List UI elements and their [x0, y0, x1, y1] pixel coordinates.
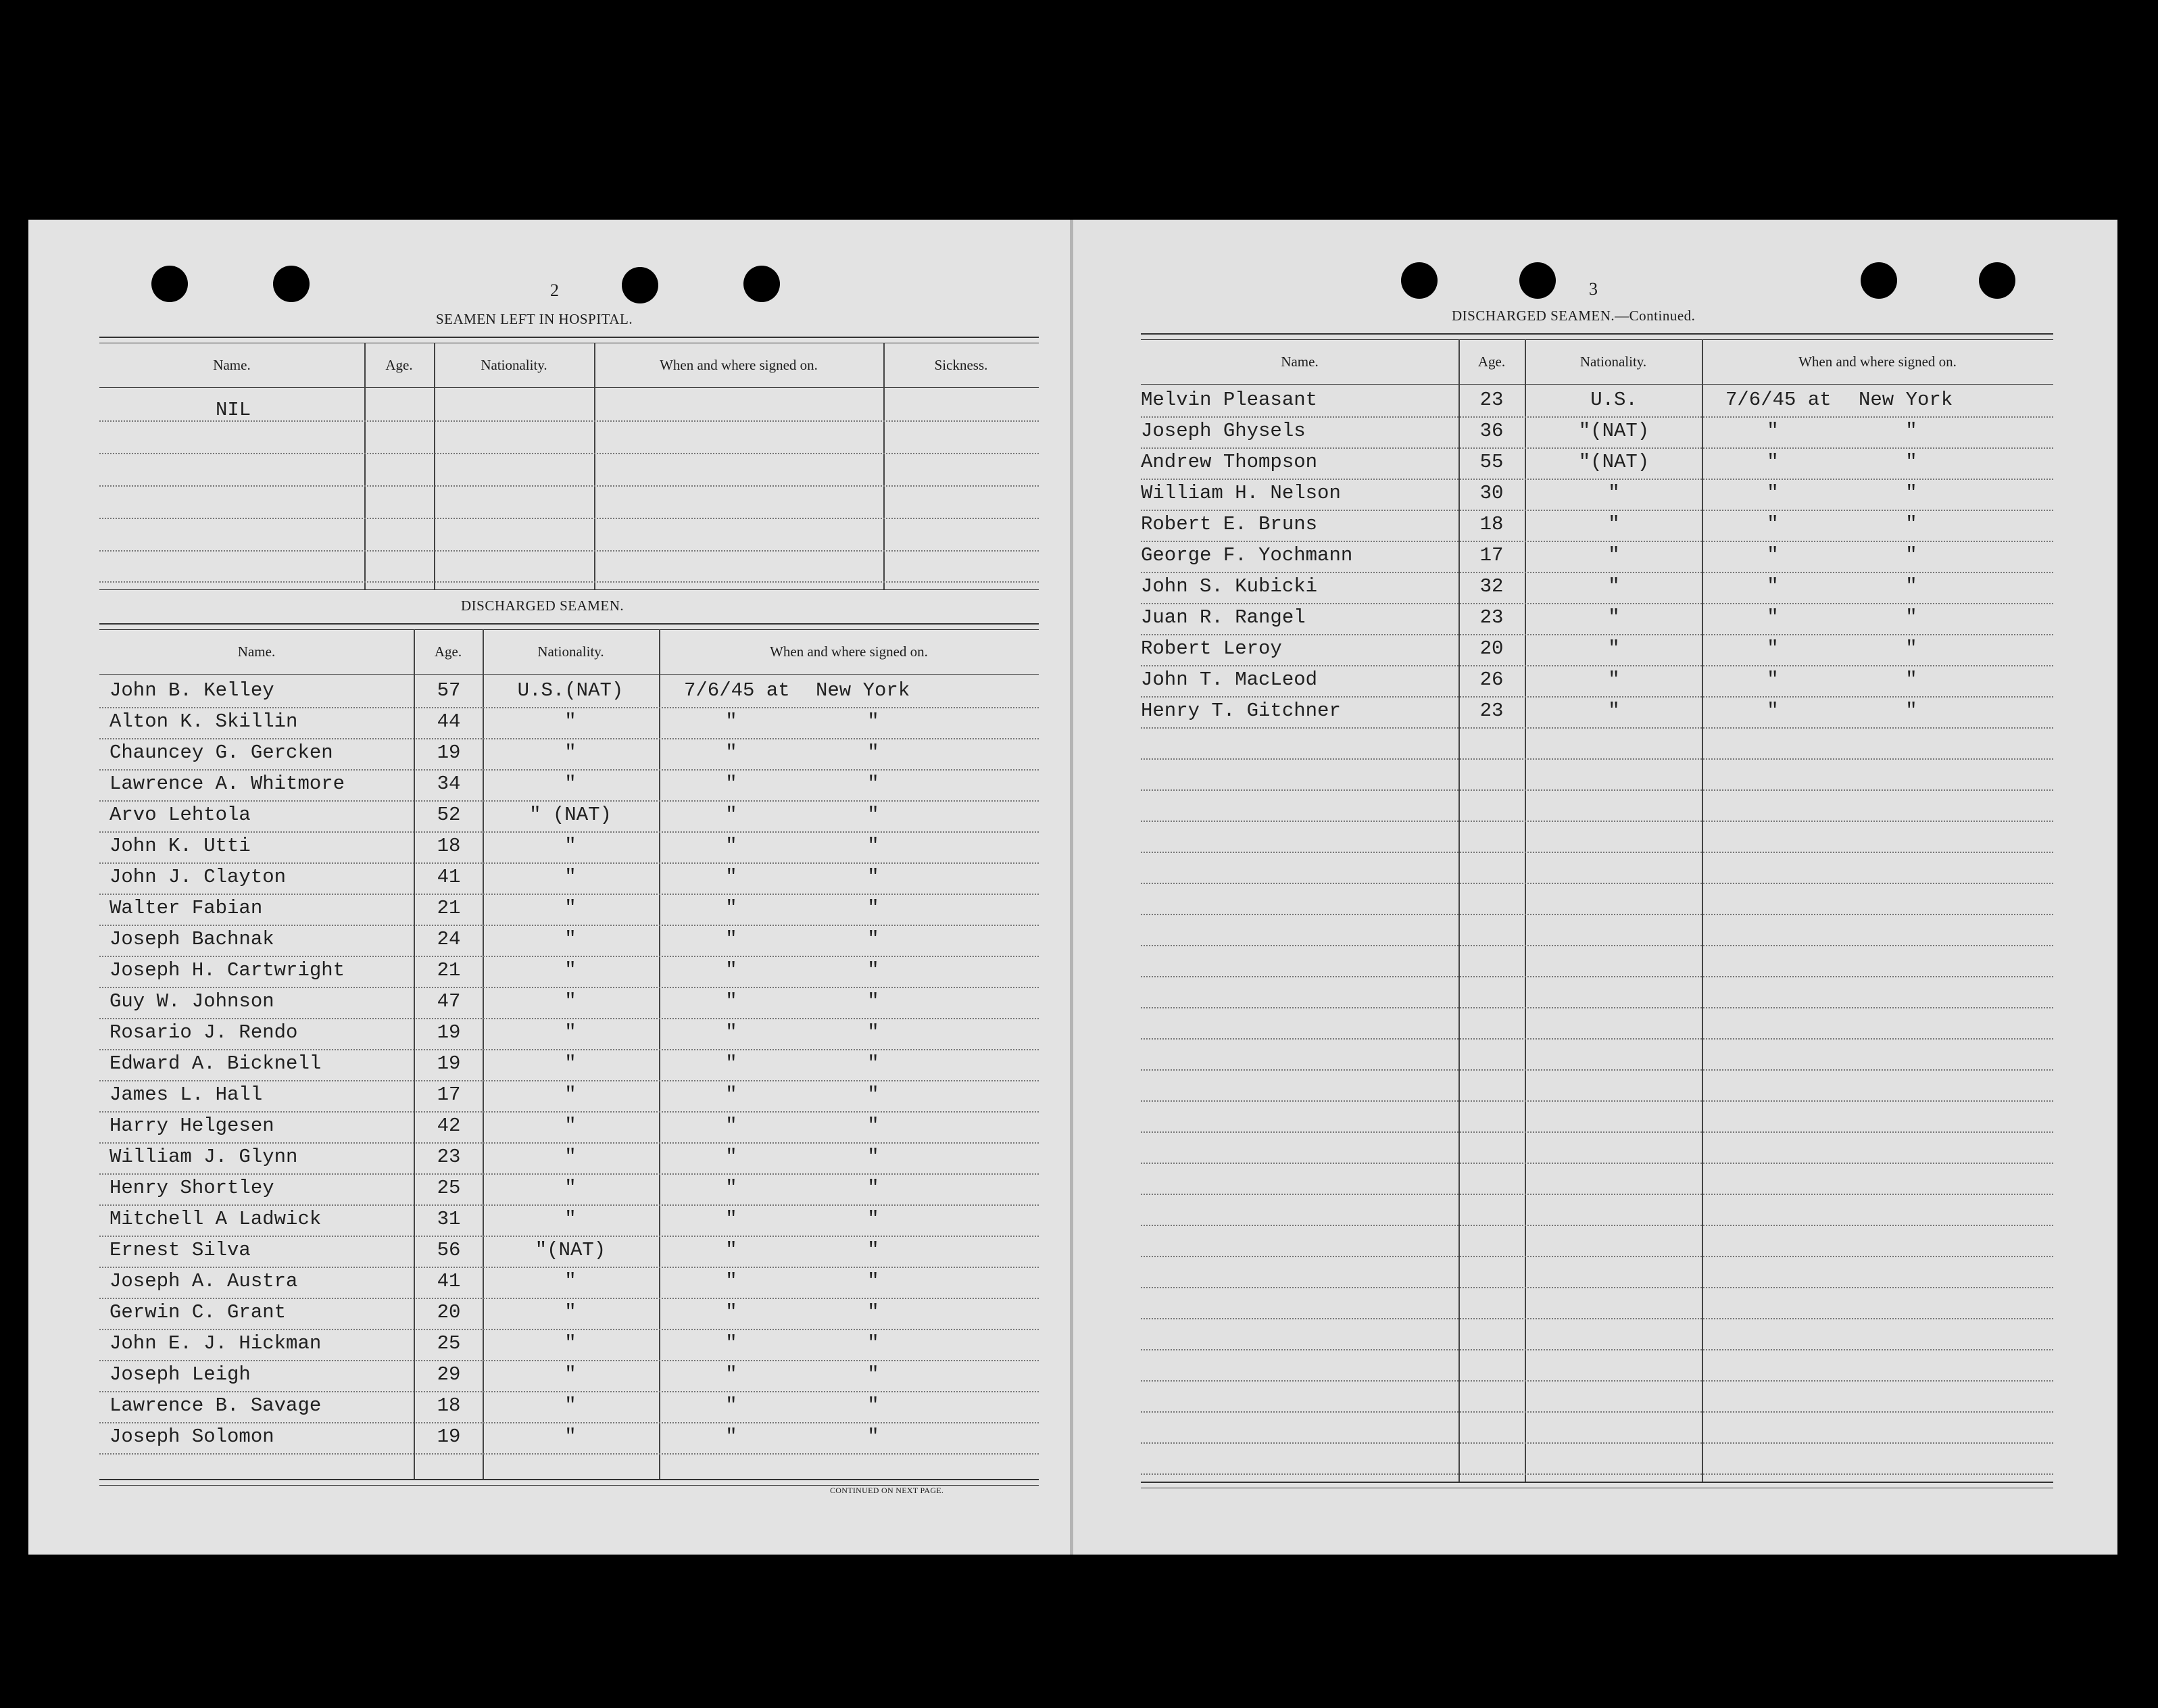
seaman-nationality: " — [564, 990, 577, 1012]
seaman-nationality: " — [1608, 700, 1620, 722]
seaman-name: Henry T. Gitchner — [1141, 700, 1341, 722]
signed-on-date: " — [725, 990, 737, 1012]
seaman-age: 18 — [437, 835, 461, 857]
entry-line — [99, 894, 1039, 895]
entry-line — [99, 453, 1039, 454]
entry-line — [99, 956, 1039, 957]
seaman-nationality: " — [1608, 544, 1620, 566]
entry-line — [1141, 1100, 2053, 1102]
entry-line — [99, 800, 1039, 802]
seaman-nationality: " — [564, 1177, 577, 1199]
column-header-sickness: Sickness. — [934, 357, 988, 373]
seaman-name: Joseph Solomon — [109, 1425, 274, 1448]
column-header-nationality: Nationality. — [481, 357, 547, 373]
signed-on-place: " — [867, 1239, 879, 1261]
signed-on-place: " — [1905, 544, 1917, 566]
signed-on-place: " — [1905, 451, 1917, 473]
entry-line — [1141, 1473, 2053, 1475]
entry-line — [1141, 603, 2053, 604]
signed-on-date: " — [725, 1363, 737, 1386]
entry-line — [99, 1049, 1039, 1050]
signed-on-date: " — [725, 773, 737, 795]
entry-line — [99, 707, 1039, 708]
entry-line — [99, 862, 1039, 864]
entry-line — [99, 1298, 1039, 1299]
entry-line — [1141, 1007, 2053, 1008]
seaman-name: Robert Leroy — [1141, 637, 1282, 660]
signed-on-date: " — [1767, 513, 1779, 535]
entry-line — [99, 738, 1039, 739]
entry-line — [99, 1204, 1039, 1206]
seaman-nationality: " — [564, 1208, 577, 1230]
signed-on-place: " — [867, 1146, 879, 1168]
signed-on-date: " — [725, 1239, 737, 1261]
seaman-age: 44 — [437, 710, 461, 733]
seaman-name: William H. Nelson — [1141, 482, 1341, 504]
seaman-age: 18 — [1479, 513, 1504, 535]
signed-on-place: " — [867, 1052, 879, 1075]
seaman-nationality: " — [564, 1021, 577, 1044]
signed-on-place: New York — [1859, 389, 1953, 411]
seaman-name: Alton K. Skillin — [109, 710, 298, 733]
seaman-nationality: " — [564, 835, 577, 857]
signed-on-place: " — [867, 959, 879, 981]
signed-on-place: " — [867, 928, 879, 950]
seaman-nationality: " — [564, 1146, 577, 1168]
column-header-name: Name. — [213, 357, 251, 373]
seaman-age: 23 — [1479, 700, 1504, 722]
entry-line — [1141, 1069, 2053, 1071]
seaman-name: Guy W. Johnson — [109, 990, 274, 1012]
entry-line — [1141, 541, 2053, 542]
seaman-age: 26 — [1479, 668, 1504, 691]
signed-on-date: " — [725, 1115, 737, 1137]
punch-hole — [273, 266, 310, 302]
seaman-nationality: "(NAT) — [1578, 451, 1650, 473]
seaman-name: John E. J. Hickman — [109, 1332, 322, 1355]
signed-on-date: " — [725, 928, 737, 950]
seaman-nationality: U.S.(NAT) — [517, 679, 624, 702]
seaman-age: 17 — [437, 1083, 461, 1106]
signed-on-place: " — [867, 1363, 879, 1386]
seaman-nationality: " — [564, 928, 577, 950]
entry-line — [99, 1111, 1039, 1113]
seaman-name: George F. Yochmann — [1141, 544, 1353, 566]
seaman-name: Joseph Bachnak — [109, 928, 274, 950]
signed-on-place: " — [1905, 575, 1917, 597]
seaman-nationality: " — [1608, 606, 1620, 629]
seaman-nationality: " — [564, 1394, 577, 1417]
seaman-name: John J. Clayton — [109, 866, 287, 888]
entry-line — [99, 518, 1039, 519]
seaman-name: Ernest Silva — [109, 1239, 251, 1261]
entry-line — [1141, 510, 2053, 511]
column-header-signed-on: When and where signed on. — [660, 357, 818, 373]
seaman-age: 23 — [1479, 389, 1504, 411]
seaman-age: 20 — [1479, 637, 1504, 660]
entry-line — [99, 987, 1039, 988]
seaman-age: 23 — [1479, 606, 1504, 629]
seaman-nationality: " — [1608, 513, 1620, 535]
table-rule — [99, 337, 1039, 338]
signed-on-place: " — [1905, 606, 1917, 629]
entry-line — [1141, 696, 2053, 698]
seaman-age: 25 — [437, 1177, 461, 1199]
entry-line — [1141, 1225, 2053, 1226]
seaman-name: Rosario J. Rendo — [109, 1021, 298, 1044]
seaman-age: 17 — [1479, 544, 1504, 566]
entry-line — [1141, 1318, 2053, 1319]
seaman-nationality: " — [564, 1363, 577, 1386]
punch-hole — [1979, 262, 2015, 299]
seaman-nationality: " — [564, 773, 577, 795]
signed-on-date: " — [1767, 606, 1779, 629]
signed-on-place: " — [867, 804, 879, 826]
seaman-age: 30 — [1479, 482, 1504, 504]
entry-line — [1141, 1442, 2053, 1444]
entry-line — [99, 581, 1039, 583]
seaman-age: 41 — [437, 1270, 461, 1292]
seaman-nationality: "(NAT) — [1578, 420, 1650, 442]
signed-on-place: " — [867, 1394, 879, 1417]
entry-line — [1141, 1349, 2053, 1350]
entry-line — [1141, 883, 2053, 884]
signed-on-place: " — [867, 1270, 879, 1292]
signed-on-place: " — [867, 1208, 879, 1230]
column-header-age: Age. — [434, 643, 462, 660]
signed-on-place: " — [867, 1115, 879, 1137]
column-divider — [594, 343, 595, 589]
seaman-nationality: " — [564, 1083, 577, 1106]
entry-line — [1141, 789, 2053, 791]
signed-on-date: " — [725, 804, 737, 826]
signed-on-place: " — [1905, 513, 1917, 535]
entry-line — [99, 485, 1039, 487]
entry-line — [1141, 572, 2053, 573]
column-divider — [434, 343, 435, 589]
entry-line — [99, 831, 1039, 833]
table-rule — [99, 387, 1039, 388]
column-header-nationality: Nationality. — [537, 643, 604, 660]
entry-line — [1141, 945, 2053, 946]
seaman-name: Joseph Leigh — [109, 1363, 251, 1386]
seaman-age: 19 — [437, 741, 461, 764]
entry-line — [99, 550, 1039, 552]
seaman-age: 29 — [437, 1363, 461, 1386]
signed-on-place: " — [1905, 420, 1917, 442]
seaman-nationality: " — [564, 1115, 577, 1137]
seaman-age: 23 — [437, 1146, 461, 1168]
column-divider — [883, 343, 885, 589]
seaman-name: Walter Fabian — [109, 897, 263, 919]
seaman-age: 21 — [437, 897, 461, 919]
entry-line — [99, 1391, 1039, 1392]
seaman-name: Andrew Thompson — [1141, 451, 1318, 473]
seaman-nationality: " — [564, 1052, 577, 1075]
signed-on-place: " — [867, 1425, 879, 1448]
entry-line — [99, 769, 1039, 771]
column-header-name: Name. — [237, 643, 276, 660]
seaman-age: 25 — [437, 1332, 461, 1355]
entry-line — [1141, 447, 2053, 449]
signed-on-place: " — [867, 1332, 879, 1355]
column-header-age: Age. — [385, 357, 413, 373]
entry-line — [1141, 1380, 2053, 1382]
signed-on-date: " — [725, 866, 737, 888]
seaman-nationality: " — [564, 1301, 577, 1323]
signed-on-date: " — [725, 1052, 737, 1075]
seaman-age: 55 — [1479, 451, 1504, 473]
seaman-nationality: " — [564, 741, 577, 764]
signed-on-place: " — [1905, 637, 1917, 660]
entry-line — [99, 1267, 1039, 1268]
entry-line — [99, 1329, 1039, 1330]
entry-line — [99, 1173, 1039, 1175]
seaman-name: John T. MacLeod — [1141, 668, 1318, 691]
table-rule — [99, 623, 1039, 625]
entry-line — [99, 1422, 1039, 1423]
column-divider — [659, 629, 660, 1479]
signed-on-place: New York — [816, 679, 910, 702]
seaman-nationality: " — [564, 897, 577, 919]
entry-line — [1141, 976, 2053, 977]
signed-on-place: " — [867, 1177, 879, 1199]
seaman-nationality: " — [1608, 482, 1620, 504]
table-rule — [99, 629, 1039, 630]
table-rule — [99, 674, 1039, 675]
entry-line — [1141, 1131, 2053, 1133]
signed-on-date: " — [725, 710, 737, 733]
signed-on-date: " — [1767, 575, 1779, 597]
signed-on-place: " — [867, 835, 879, 857]
seaman-nationality: " — [564, 1425, 577, 1448]
continued-note: CONTINUED ON NEXT PAGE. — [830, 1486, 944, 1495]
signed-on-date: " — [1767, 700, 1779, 722]
seaman-name: Chauncey G. Gercken — [109, 741, 333, 764]
signed-on-date: " — [725, 1394, 737, 1417]
seaman-nationality: " — [564, 866, 577, 888]
signed-on-date: " — [725, 1270, 737, 1292]
seaman-name: Joseph Ghysels — [1141, 420, 1306, 442]
entry-line — [1141, 821, 2053, 822]
entry-line — [1141, 1287, 2053, 1288]
signed-on-date: " — [725, 741, 737, 764]
seaman-age: 34 — [437, 773, 461, 795]
signed-on-place: " — [867, 1021, 879, 1044]
seaman-nationality: " — [1608, 668, 1620, 691]
signed-on-date: " — [725, 1177, 737, 1199]
entry-line — [1141, 1194, 2053, 1195]
seaman-name: Lawrence B. Savage — [109, 1394, 322, 1417]
signed-on-date: " — [1767, 668, 1779, 691]
seaman-name: John K. Utti — [109, 835, 251, 857]
hospital-entry: NIL — [216, 399, 251, 421]
entry-line — [1141, 852, 2053, 853]
column-header-nationality: Nationality. — [1579, 353, 1647, 370]
seaman-nationality: " (NAT) — [529, 804, 612, 826]
signed-on-date: " — [725, 1146, 737, 1168]
seaman-age: 31 — [437, 1208, 461, 1230]
signed-on-date: 7/6/45 at — [1725, 389, 1832, 411]
seaman-name: Henry Shortley — [109, 1177, 274, 1199]
signed-on-date: " — [725, 1301, 737, 1323]
discharged-continued-title: DISCHARGED SEAMEN.—Continued. — [1452, 308, 1696, 324]
seaman-name: Gerwin C. Grant — [109, 1301, 287, 1323]
entry-line — [99, 925, 1039, 926]
entry-line — [99, 1453, 1039, 1455]
left-page — [28, 220, 1071, 1555]
table-rule — [1141, 384, 2053, 385]
seaman-nationality: " — [564, 1270, 577, 1292]
seaman-nationality: " — [1608, 575, 1620, 597]
seaman-name: Harry Helgesen — [109, 1115, 274, 1137]
seaman-name: Mitchell A Ladwick — [109, 1208, 322, 1230]
seaman-nationality: " — [564, 959, 577, 981]
table-rule — [99, 589, 1039, 590]
signed-on-place: " — [1905, 482, 1917, 504]
entry-line — [1141, 1038, 2053, 1040]
signed-on-date: " — [725, 959, 737, 981]
entry-line — [1141, 914, 2053, 915]
signed-on-date: 7/6/45 at — [684, 679, 790, 702]
seaman-nationality: U.S. — [1590, 389, 1638, 411]
discharged-section-title: DISCHARGED SEAMEN. — [461, 597, 624, 614]
signed-on-place: " — [867, 741, 879, 764]
punch-hole — [151, 266, 188, 302]
seaman-nationality: " — [564, 710, 577, 733]
entry-line — [1141, 479, 2053, 480]
seaman-age: 36 — [1479, 420, 1504, 442]
seaman-name: Melvin Pleasant — [1141, 389, 1318, 411]
entry-line — [1141, 758, 2053, 760]
right-page — [1073, 220, 2117, 1555]
column-header-signed-on: When and where signed on. — [770, 643, 928, 660]
entry-line — [1141, 416, 2053, 418]
signed-on-place: " — [867, 710, 879, 733]
signed-on-place: " — [867, 990, 879, 1012]
seaman-name: John B. Kelley — [109, 679, 274, 702]
table-rule — [1141, 1482, 2053, 1483]
seaman-age: 24 — [437, 928, 461, 950]
signed-on-place: " — [1905, 700, 1917, 722]
seaman-name: Joseph A. Austra — [109, 1270, 298, 1292]
punch-hole — [1401, 262, 1438, 299]
signed-on-place: " — [867, 897, 879, 919]
seaman-name: Robert E. Bruns — [1141, 513, 1318, 535]
seaman-age: 57 — [437, 679, 461, 702]
seaman-age: 19 — [437, 1021, 461, 1044]
table-rule — [99, 1479, 1039, 1480]
punch-hole — [743, 266, 780, 302]
signed-on-date: " — [1767, 637, 1779, 660]
seaman-age: 47 — [437, 990, 461, 1012]
signed-on-date: " — [725, 1083, 737, 1106]
entry-line — [99, 1360, 1039, 1361]
punch-hole — [622, 267, 658, 303]
signed-on-date: " — [1767, 544, 1779, 566]
seaman-age: 20 — [437, 1301, 461, 1323]
seaman-age: 52 — [437, 804, 461, 826]
signed-on-place: " — [867, 1301, 879, 1323]
seaman-nationality: " — [564, 1332, 577, 1355]
signed-on-place: " — [867, 773, 879, 795]
column-header-signed-on: When and where signed on. — [1798, 353, 1957, 370]
entry-line — [1141, 665, 2053, 666]
seaman-name: William J. Glynn — [109, 1146, 298, 1168]
entry-line — [1141, 1411, 2053, 1413]
seaman-age: 19 — [437, 1425, 461, 1448]
seaman-name: John S. Kubicki — [1141, 575, 1318, 597]
signed-on-date: " — [1767, 451, 1779, 473]
column-divider — [483, 629, 484, 1479]
seaman-name: Joseph H. Cartwright — [109, 959, 345, 981]
signed-on-date: " — [725, 1021, 737, 1044]
entry-line — [99, 1142, 1039, 1144]
entry-line — [1141, 1163, 2053, 1164]
page-number: 3 — [1589, 279, 1598, 299]
punch-hole — [1861, 262, 1897, 299]
column-divider — [364, 343, 366, 589]
seaman-age: 19 — [437, 1052, 461, 1075]
seaman-name: Juan R. Rangel — [1141, 606, 1306, 629]
entry-line — [1141, 727, 2053, 729]
entry-line — [1141, 1256, 2053, 1257]
signed-on-place: " — [1905, 668, 1917, 691]
seaman-nationality: "(NAT) — [535, 1239, 606, 1261]
seaman-age: 18 — [437, 1394, 461, 1417]
entry-line — [99, 1018, 1039, 1019]
seaman-age: 56 — [437, 1239, 461, 1261]
signed-on-date: " — [725, 1425, 737, 1448]
entry-line — [1141, 634, 2053, 635]
seaman-name: Lawrence A. Whitmore — [109, 773, 345, 795]
entry-line — [99, 1080, 1039, 1081]
signed-on-place: " — [867, 1083, 879, 1106]
signed-on-date: " — [1767, 482, 1779, 504]
seaman-name: James L. Hall — [109, 1083, 263, 1106]
signed-on-date: " — [725, 835, 737, 857]
seaman-age: 41 — [437, 866, 461, 888]
signed-on-date: " — [725, 897, 737, 919]
column-header-name: Name. — [1281, 353, 1319, 370]
signed-on-date: " — [725, 1208, 737, 1230]
seaman-age: 21 — [437, 959, 461, 981]
signed-on-date: " — [725, 1332, 737, 1355]
column-header-age: Age. — [1477, 353, 1506, 370]
signed-on-place: " — [867, 866, 879, 888]
entry-line — [99, 1236, 1039, 1237]
seaman-name: Edward A. Bicknell — [109, 1052, 322, 1075]
table-rule — [1141, 339, 2053, 340]
table-rule — [1141, 333, 2053, 335]
seaman-age: 32 — [1479, 575, 1504, 597]
punch-hole — [1519, 262, 1556, 299]
page-number: 2 — [550, 280, 559, 300]
seaman-age: 42 — [437, 1115, 461, 1137]
seaman-nationality: " — [1608, 637, 1620, 660]
signed-on-date: " — [1767, 420, 1779, 442]
seaman-name: Arvo Lehtola — [109, 804, 251, 826]
hospital-section-title: SEAMEN LEFT IN HOSPITAL. — [436, 311, 633, 327]
